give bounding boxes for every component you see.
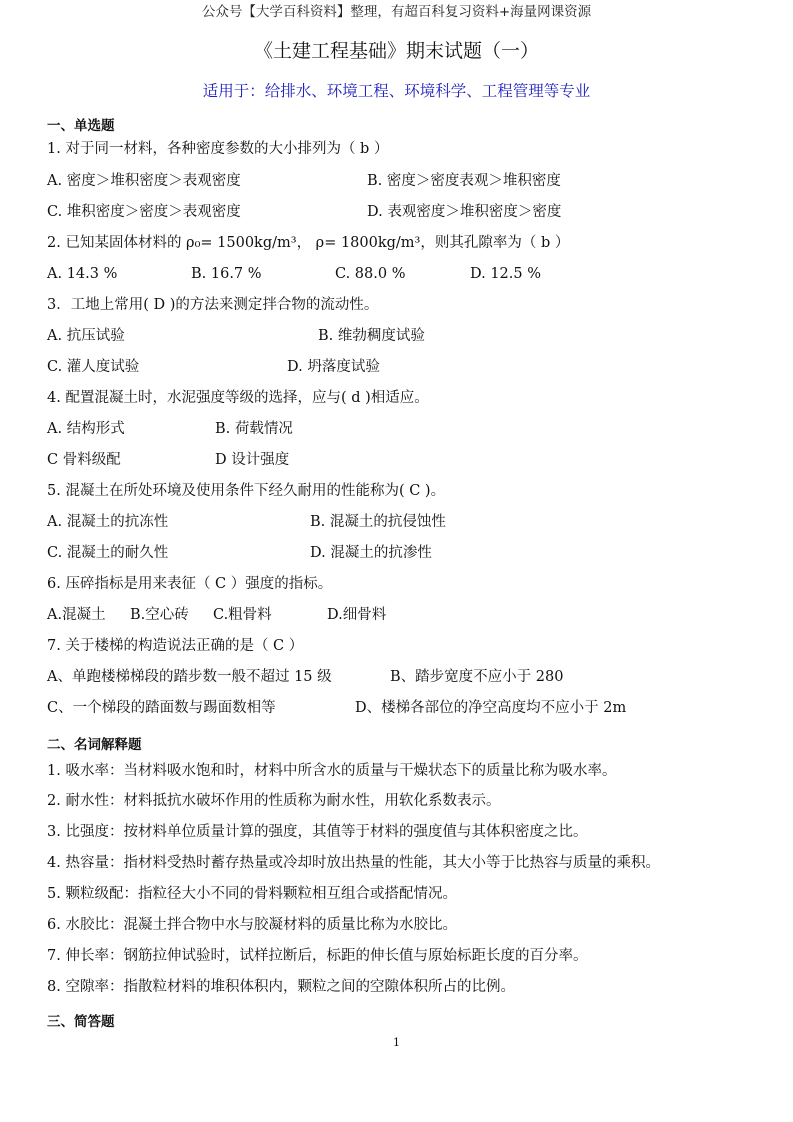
option: D. 表观密度＞堆积密度＞密度: [367, 204, 562, 220]
question-stem: 3．工地上常用( D )的方法来测定拌合物的流动性。: [47, 297, 379, 313]
option: B.空心砖: [130, 607, 189, 623]
question-stem: 4. 配置混凝土时，水泥强度等级的选择，应与( d )相适应。: [47, 390, 429, 406]
question-stem: 1. 对于同一材料，各种密度参数的大小排列为（ b ）: [47, 141, 389, 157]
document-title: 《土建工程基础》期末试题（一）: [253, 40, 539, 62]
subtitle: 适用于：给排水、环境工程、环境科学、工程管理等专业: [202, 82, 591, 100]
definition-item: 1. 吸水率：当材料吸水饱和时，材料中所含水的质量与干燥状态下的质量比称为吸水率。: [47, 763, 617, 779]
option: B. 密度＞密度表观＞堆积密度: [367, 173, 561, 189]
section-heading: 二、名词解释题: [47, 737, 142, 753]
option: D 设计强度: [215, 452, 290, 468]
section-heading: 三、简答题: [47, 1014, 115, 1030]
question-stem: 2. 已知某固体材料的 ρ₀= 1500kg/m³， ρ= 1800kg/m³，则其孔隙率为（ b ）: [47, 235, 570, 251]
option: A. 抗压试验: [47, 328, 125, 344]
option: A、单跑楼梯梯段的踏步数一般不超过 15 级: [47, 669, 332, 685]
header-note: 公众号【大学百科资料】整理，有超百科复习资料+海量网课资源: [201, 4, 592, 20]
question-stem: 5. 混凝土在所处环境及使用条件下经久耐用的性能称为( C )。: [47, 483, 446, 499]
option: B. 混凝土的抗侵蚀性: [310, 514, 446, 530]
option: B、踏步宽度不应小于 280: [390, 669, 564, 685]
definition-item: 6. 水胶比：混凝土拌合物中水与胶凝材料的质量比称为水胶比。: [47, 917, 457, 933]
definition-item: 2. 耐水性：材料抵抗水破坏作用的性质称为耐水性，用软化系数表示。: [47, 793, 501, 809]
option: A.混凝土: [47, 607, 106, 623]
page-number: 1: [393, 1036, 400, 1049]
option: D、楼梯各部位的净空高度均不应小于 2m: [355, 700, 627, 716]
option: A. 14.3 %: [47, 266, 118, 282]
option: A. 结构形式: [47, 421, 125, 437]
option: C. 灌人度试验: [47, 359, 140, 375]
option: A. 混凝土的抗冻性: [47, 514, 169, 530]
option: B. 16.7 %: [191, 266, 262, 282]
option: C. 混凝土的耐久性: [47, 545, 169, 561]
definition-item: 7. 伸长率：钢筋拉伸试验时，试样拉断后，标距的伸长值与原始标距长度的百分率。: [47, 948, 588, 964]
definition-item: 3. 比强度：按材料单位质量计算的强度，其值等于材料的强度值与其体积密度之比。: [47, 824, 588, 840]
section-heading: 一、单选题: [47, 118, 115, 134]
definition-item: 5. 颗粒级配：指粒径大小不同的骨料颗粒相互组合或搭配情况。: [47, 886, 457, 902]
definition-item: 8. 空隙率：指散粒材料的堆积体积内，颗粒之间的空隙体积所占的比例。: [47, 979, 515, 995]
option: C.粗骨料: [213, 607, 272, 623]
option: D. 坍落度试验: [287, 359, 380, 375]
option: D. 12.5 %: [470, 266, 541, 282]
option: B. 维勃稠度试验: [318, 328, 425, 344]
option: C. 堆积密度＞密度＞表观密度: [47, 204, 241, 220]
question-stem: 7. 关于楼梯的构造说法正确的是（ C ）: [47, 638, 304, 654]
definition-item: 4. 热容量：指材料受热时蓄存热量或冷却时放出热量的性能，其大小等于比热容与质量的乘积。: [47, 855, 660, 871]
option: B. 荷载情况: [215, 421, 293, 437]
option: A. 密度＞堆积密度＞表观密度: [47, 173, 241, 189]
option: D. 混凝土的抗渗性: [310, 545, 432, 561]
option: D.细骨料: [327, 607, 387, 623]
question-stem: 6. 压碎指标是用来表征（ C ）强度的指标。: [47, 576, 333, 592]
option: C、一个梯段的踏面数与踢面数相等: [47, 700, 276, 716]
option: C. 88.0 %: [335, 266, 406, 282]
option: C 骨料级配: [47, 452, 121, 468]
